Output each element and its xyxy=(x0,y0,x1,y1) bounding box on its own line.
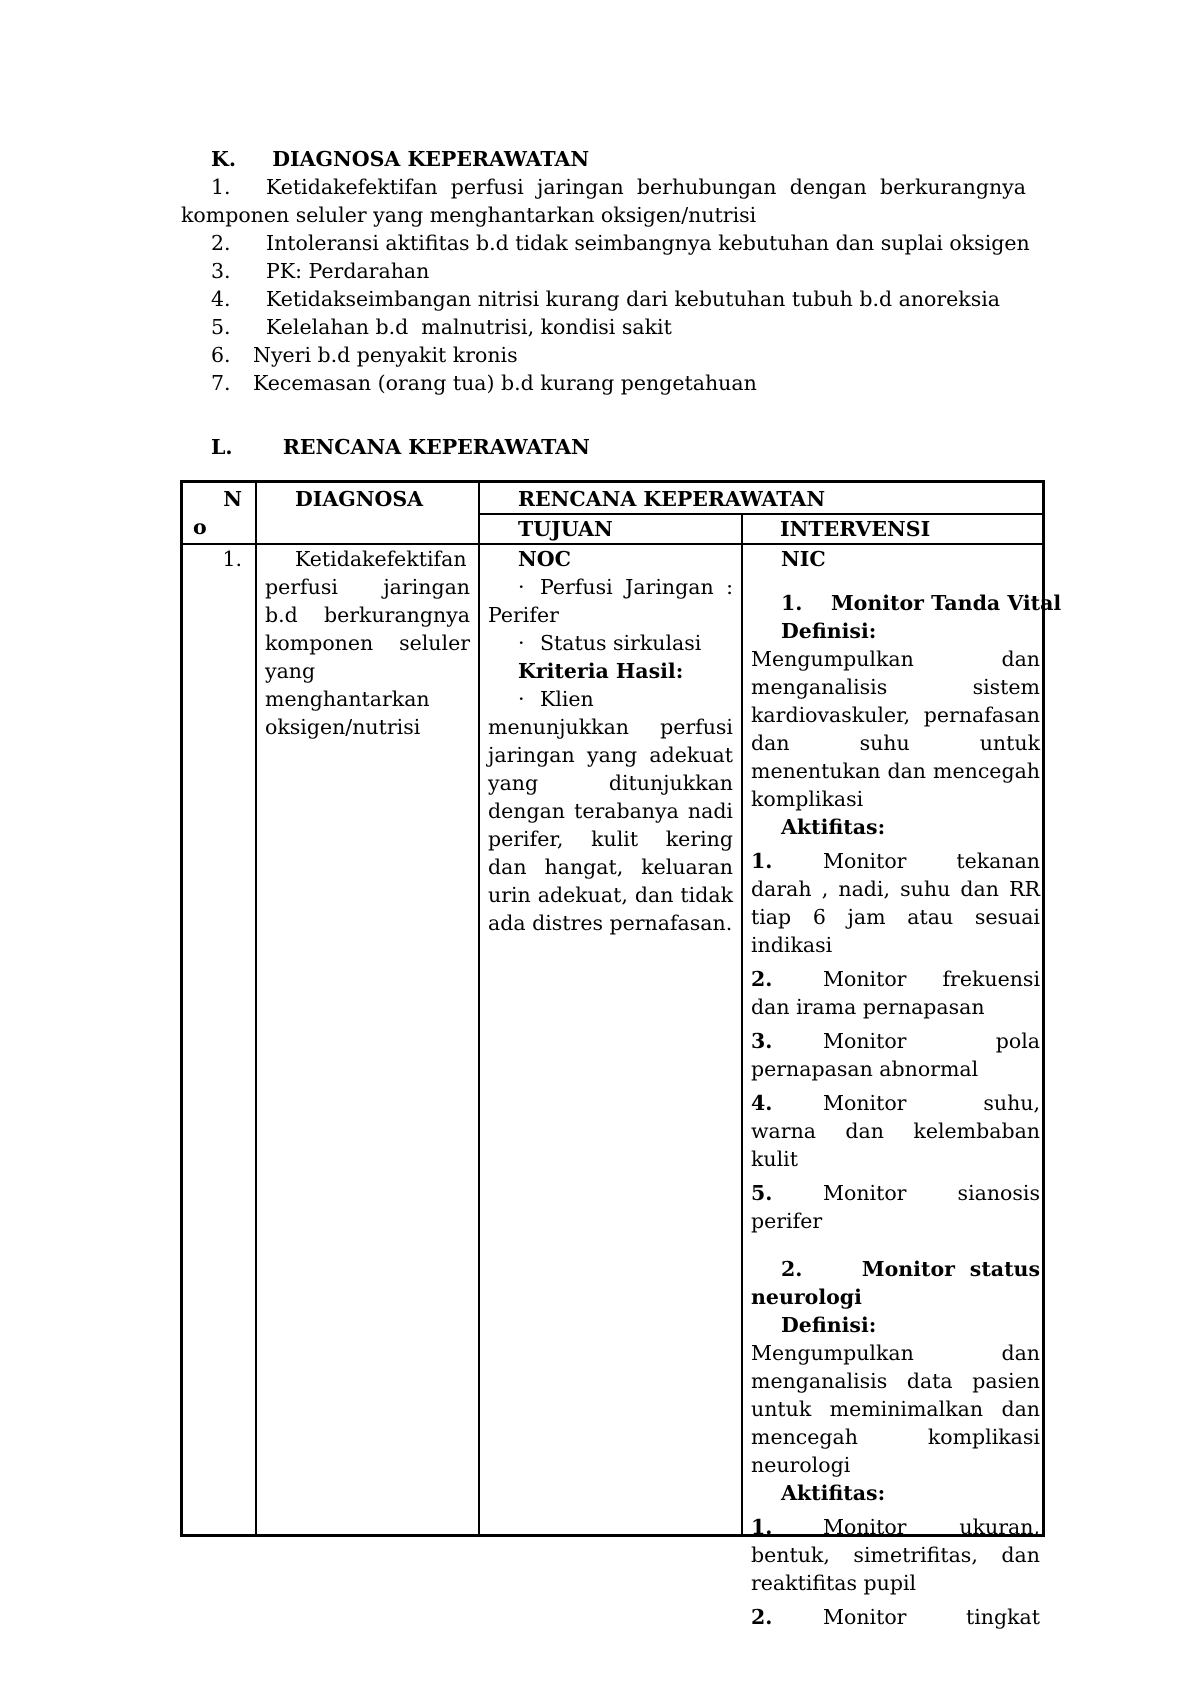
header-rencana: RENCANA KEPERAWATAN xyxy=(518,487,826,511)
nic1-definisi xyxy=(751,617,1040,813)
diagnosis-item-3 xyxy=(211,257,1026,285)
diagnosis-item-text: Ketidakseimbangan nitrisi kurang dari kebutuhan tubuh b.d anoreksia xyxy=(266,287,1001,311)
diagnosis-item-1 xyxy=(211,173,1026,201)
diagnosis-item-number: 2. xyxy=(211,231,231,255)
row-tujuan xyxy=(488,545,733,937)
noc-item-1 xyxy=(488,573,733,629)
definisi-label: Definisi: xyxy=(781,619,877,643)
diagnosis-item-number: 5. xyxy=(211,315,231,339)
diagnosis-item-number: 4. xyxy=(211,287,231,311)
nic1-title: 1. Monitor Tanda Vital xyxy=(781,591,1062,615)
noc-label: NOC xyxy=(518,547,571,571)
diagnosis-item-text: komponen seluler yang menghantarkan oksigen/nutrisi xyxy=(181,203,757,227)
section-k-heading xyxy=(211,145,589,173)
diagnosis-item-text: Kelelahan b.d malnutrisi, kondisi sakit xyxy=(266,315,672,339)
nic1-activity-1 xyxy=(751,847,1040,959)
diagnosis-item-5 xyxy=(211,313,1026,341)
activity-text: Monitor suhu, warna dan kelembaban kulit xyxy=(751,1091,1040,1171)
activity-number: 4. xyxy=(751,1091,773,1115)
section-k-title: DIAGNOSA KEPERAWATAN xyxy=(272,147,590,171)
activity-text: Monitor pola pernapasan abnormal xyxy=(751,1029,1040,1081)
header-intervensi: INTERVENSI xyxy=(780,517,931,541)
header-diagnosa: DIAGNOSA xyxy=(295,487,424,511)
nic1-activity-3 xyxy=(751,1027,1040,1083)
nic1-activity-2 xyxy=(751,965,1040,1021)
diagnosis-item-7 xyxy=(211,369,1026,397)
activity-text: Monitor frekuensi dan irama pernapasan xyxy=(751,967,1040,1019)
diagnosis-item-6 xyxy=(211,341,1026,369)
bullet-icon: · xyxy=(518,575,525,599)
header-no-line1: N xyxy=(223,487,242,511)
activity-number: 2. xyxy=(751,967,773,991)
section-l-heading xyxy=(211,433,590,461)
bullet-icon: · xyxy=(518,631,525,655)
activity-text: Monitor tingkat xyxy=(823,1605,1040,1629)
diagnosis-item-1-cont xyxy=(181,201,1026,229)
table-grid-line xyxy=(255,483,257,1534)
diagnosis-item-number: 7. xyxy=(211,371,231,395)
kriteria-item-1 xyxy=(488,685,733,937)
nic-label: NIC xyxy=(781,547,826,571)
definisi-text: Mengumpulkan dan menganalisis sistem kardiovaskuler, pernafasan dan suhu untuk menentukan dan mencegah komplikasi xyxy=(751,647,1040,811)
diagnosis-item-text: Intoleransi aktifitas b.d tidak seimbangnya kebutuhan dan suplai oksigen xyxy=(266,231,1030,255)
nic2-definisi xyxy=(751,1311,1040,1479)
nic2-activity-2 xyxy=(751,1603,1040,1631)
nic1-aktifitas-label: Aktifitas: xyxy=(781,815,886,839)
noc-item-2 xyxy=(488,629,733,657)
row-diagnosa-text: Ketidakefektifan perfusi jaringan b.d berkurangnya komponen seluler yang menghantarkan oksigen/nutrisi xyxy=(265,547,470,739)
kriteria-label: Kriteria Hasil: xyxy=(518,659,684,683)
bullet-icon: · xyxy=(518,687,525,711)
noc-item-text: Perfusi Jaringan : Perifer xyxy=(488,575,733,627)
activity-text: Monitor sianosis perifer xyxy=(751,1181,1040,1233)
table-grid-line xyxy=(478,483,480,1534)
section-l-letter: L. xyxy=(211,435,233,459)
definisi-label: Definisi: xyxy=(781,1313,877,1337)
nic1-activity-4 xyxy=(751,1089,1040,1173)
header-no xyxy=(183,485,255,541)
diagnosis-item-text: Nyeri b.d penyakit kronis xyxy=(253,343,518,367)
table-grid-line xyxy=(741,513,743,1534)
header-tujuan: TUJUAN xyxy=(518,517,613,541)
section-l-title: RENCANA KEPERAWATAN xyxy=(282,435,590,459)
row-intervensi xyxy=(751,545,1062,1631)
diagnosis-item-text: Kecemasan (orang tua) b.d kurang pengetahuan xyxy=(253,371,757,395)
activity-number: 2. xyxy=(751,1605,773,1629)
activity-number: 1. xyxy=(751,849,773,873)
diagnosis-item-4 xyxy=(211,285,1026,313)
section-k-letter: K. xyxy=(211,147,236,171)
activity-text: Monitor ukuran, bentuk, simetrifitas, dan reaktifitas pupil xyxy=(751,1515,1040,1595)
row-number-text: 1. xyxy=(222,547,242,571)
diagnosis-item-number: 1. xyxy=(211,175,231,199)
row-number xyxy=(183,545,255,573)
activity-number: 1. xyxy=(751,1515,773,1539)
diagnosis-item-2 xyxy=(211,229,1030,257)
kriteria-item-text: Klien menunjukkan perfusi jaringan yang adekuat yang ditunjukkan dengan terabanya nadi perifer, kulit kering dan hangat, keluaran urin adekuat, dan tidak ada distres pernafasan. xyxy=(488,687,733,935)
activity-number: 5. xyxy=(751,1181,773,1205)
activity-number: 3. xyxy=(751,1029,773,1053)
row-diagnosa xyxy=(265,545,470,741)
header-no-line2: o xyxy=(193,515,207,539)
diagnosis-item-number: 3. xyxy=(211,259,231,283)
activity-text: Monitor tekanan darah , nadi, suhu dan RR tiap 6 jam atau sesuai indikasi xyxy=(751,849,1040,957)
nic2-activity-1 xyxy=(751,1513,1040,1597)
nic2-title: 2. Monitor status neurologi xyxy=(751,1257,1048,1309)
diagnosis-item-number: 6. xyxy=(211,343,231,367)
nic1-activity-5 xyxy=(751,1179,1040,1235)
care-plan-table xyxy=(180,480,1062,1629)
diagnosis-item-text: PK: Perdarahan xyxy=(266,259,430,283)
diagnosis-item-text: Ketidakefektifan perfusi jaringan berhubungan dengan berkurangnya xyxy=(266,175,1026,199)
noc-item-text: Status sirkulasi xyxy=(540,631,702,655)
definisi-text: Mengumpulkan dan menganalisis data pasien untuk meminimalkan dan mencegah komplikasi neurologi xyxy=(751,1341,1040,1477)
nic2-aktifitas-label: Aktifitas: xyxy=(781,1481,886,1505)
